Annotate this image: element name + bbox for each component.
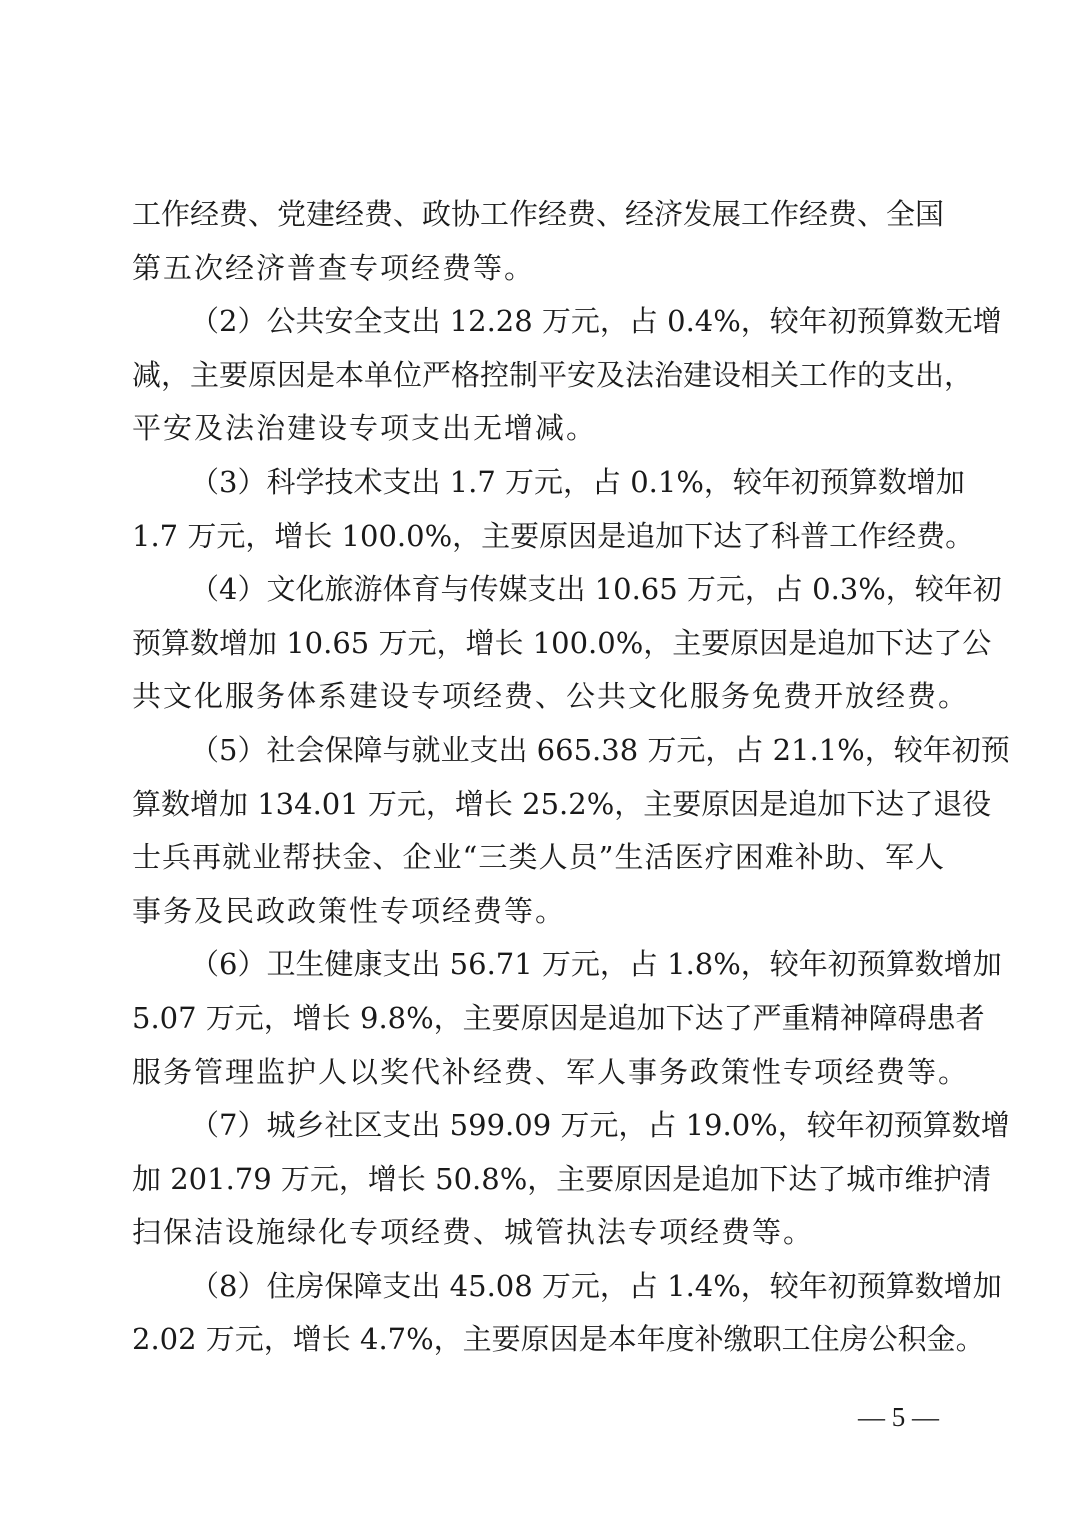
page-number: — 5 — [858, 1402, 939, 1432]
text-line: 共文化服务体系建设专项经费、公共文化服务免费开放经费。 [132, 679, 970, 714]
text-line: （4）文化旅游体育与传媒支出 10.65 万元，占 0.3%，较年初 [190, 572, 1002, 607]
text-line: 减，主要原因是本单位严格控制平安及法治建设相关工作的支出， [132, 357, 974, 392]
text-line: 平安及法治建设专项支出无增减。 [132, 411, 598, 446]
text-line: 算数增加 134.01 万元，增长 25.2%，主要原因是追加下达了退役 [132, 786, 992, 821]
text-line: 预算数增加 10.65 万元，增长 100.0%，主要原因是追加下达了公 [132, 625, 992, 660]
text-line: 5.07 万元，增长 9.8%，主要原因是追加下达了严重精神障碍患者 [132, 1000, 985, 1035]
document-body [132, 188, 1010, 1367]
text-line: 工作经费、党建经费、政协工作经费、经济发展工作经费、全国 [132, 197, 945, 231]
text-line: 2.02 万元，增长 4.7%，主要原因是本年度补缴职工住房公积金。 [132, 1322, 985, 1357]
text-line: 扫保洁设施绿化专项经费、城管执法专项经费等。 [132, 1215, 815, 1250]
text-line: 事务及民政政策性专项经费等。 [132, 893, 567, 928]
text-line: 1.7 万元，增长 100.0%，主要原因是追加下达了科普工作经费。 [132, 518, 975, 553]
text-line: （7）城乡社区支出 599.09 万元，占 19.0%，较年初预算数增 [190, 1108, 1010, 1143]
text-line: （6）卫生健康支出 56.71 万元，占 1.8%，较年初预算数增加 [190, 947, 1002, 982]
text-line: 第五次经济普查专项经费等。 [132, 250, 536, 285]
text-line: （5）社会保障与就业支出 665.38 万元，占 21.1%，较年初预 [190, 732, 1010, 767]
text-line: 服务管理监护人以奖代补经费、军人事务政策性专项经费等。 [132, 1054, 970, 1089]
text-line: （3）科学技术支出 1.7 万元，占 0.1%，较年初预算数增加 [190, 464, 965, 499]
text-line: （2）公共安全支出 12.28 万元，占 0.4%，较年初预算数无增 [190, 304, 1002, 339]
text-line: 士兵再就业帮扶金、企业“三类人员”生活医疗困难补助、军人 [132, 840, 944, 875]
text-line: 加 201.79 万元，增长 50.8%，主要原因是追加下达了城市维护清 [132, 1161, 992, 1196]
text-line: （8）住房保障支出 45.08 万元，占 1.4%，较年初预算数增加 [190, 1268, 1002, 1303]
